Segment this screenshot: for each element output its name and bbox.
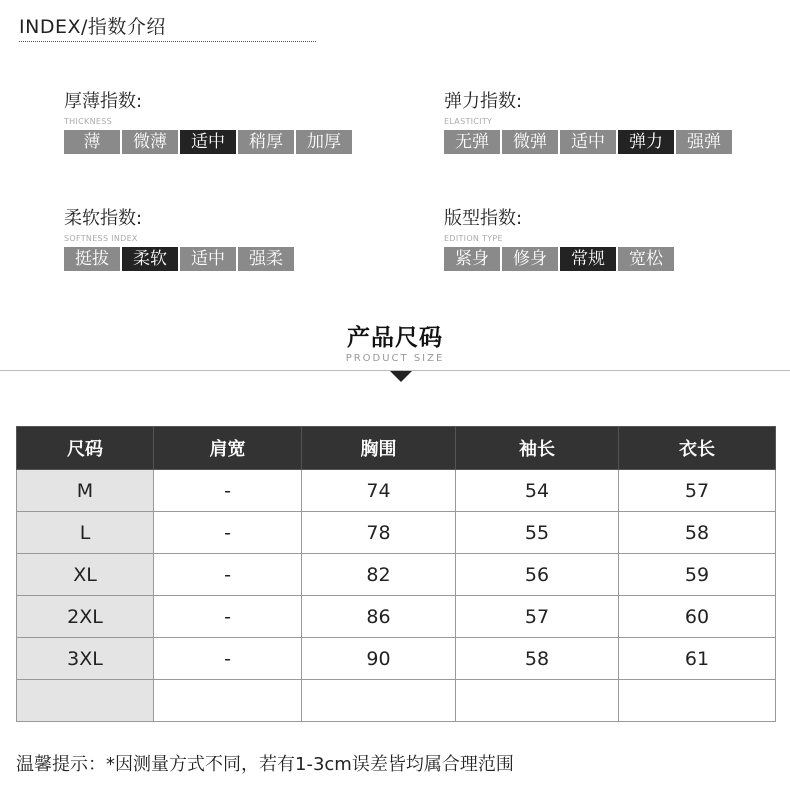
header-shoulder: 肩宽 [154,427,302,470]
softness-option: 适中 [180,247,236,271]
length-cell [619,680,776,722]
softness-index [64,206,294,271]
sleeve-cell: 58 [456,638,619,680]
size-table [16,426,776,722]
size-cell [17,680,154,722]
chest-cell [302,680,456,722]
elasticity-option: 微弹 [502,130,558,154]
size-cell: M [17,470,154,512]
shoulder-cell: - [154,554,302,596]
header-chest: 胸围 [302,427,456,470]
index-underline [19,41,316,42]
thickness-scale [64,130,352,154]
length-cell: 59 [619,554,776,596]
thickness-option: 加厚 [296,130,352,154]
softness-subtitle: SOFTNESS INDEX [64,234,138,243]
table-row [17,638,776,680]
size-cell: XL [17,554,154,596]
table-row [17,554,776,596]
thickness-index [64,89,352,154]
elasticity-scale [444,130,732,154]
header-size: 尺码 [17,427,154,470]
measurement-note: 温馨提示：*因测量方式不同，若有1-3cm误差皆均属合理范围 [16,754,514,775]
length-cell: 57 [619,470,776,512]
size-table-header [17,427,776,470]
length-cell: 60 [619,596,776,638]
chest-cell: 82 [302,554,456,596]
thickness-subtitle: THICKNESS [64,117,112,126]
chest-cell: 90 [302,638,456,680]
sleeve-cell [456,680,619,722]
fit-option: 紧身 [444,247,500,271]
product-size-subtitle: PRODUCT SIZE [345,353,445,364]
length-cell: 61 [619,638,776,680]
down-arrow-icon [390,371,412,382]
header-sleeve: 袖长 [456,427,619,470]
softness-option: 柔软 [122,247,178,271]
sleeve-cell: 55 [456,512,619,554]
size-cell: L [17,512,154,554]
elasticity-title: 弹力指数: [444,91,523,112]
table-row [17,596,776,638]
thickness-title: 厚薄指数: [64,91,143,112]
thickness-option: 适中 [180,130,236,154]
softness-title: 柔软指数: [64,208,143,229]
thickness-option: 微薄 [122,130,178,154]
table-row [17,512,776,554]
elasticity-option: 适中 [560,130,616,154]
fit-title: 版型指数: [444,208,523,229]
elasticity-option: 弹力 [618,130,674,154]
elasticity-subtitle: ELASTICITY [444,117,493,126]
sleeve-cell: 54 [456,470,619,512]
chest-cell: 86 [302,596,456,638]
chest-cell: 78 [302,512,456,554]
softness-scale [64,247,294,271]
thickness-option: 稍厚 [238,130,294,154]
header-length: 衣长 [619,427,776,470]
elasticity-option: 强弹 [676,130,732,154]
fit-scale [444,247,674,271]
chest-cell: 74 [302,470,456,512]
table-row [17,680,776,722]
product-size-title: 产品尺码 [347,325,443,351]
shoulder-cell: - [154,470,302,512]
table-row [17,470,776,512]
fit-subtitle: EDITION TYPE [444,234,503,243]
sleeve-cell: 56 [456,554,619,596]
length-cell: 58 [619,512,776,554]
fit-option: 常规 [560,247,616,271]
softness-option: 强柔 [238,247,294,271]
shoulder-cell [154,680,302,722]
elasticity-index [444,89,732,154]
softness-option: 挺拔 [64,247,120,271]
elasticity-option: 无弹 [444,130,500,154]
shoulder-cell: - [154,638,302,680]
shoulder-cell: - [154,596,302,638]
sleeve-cell: 57 [456,596,619,638]
size-cell: 2XL [17,596,154,638]
fit-index [444,206,674,271]
shoulder-cell: - [154,512,302,554]
index-title: INDEX/指数介绍 [19,16,166,38]
size-cell: 3XL [17,638,154,680]
fit-option: 宽松 [618,247,674,271]
thickness-option: 薄 [64,130,120,154]
fit-option: 修身 [502,247,558,271]
